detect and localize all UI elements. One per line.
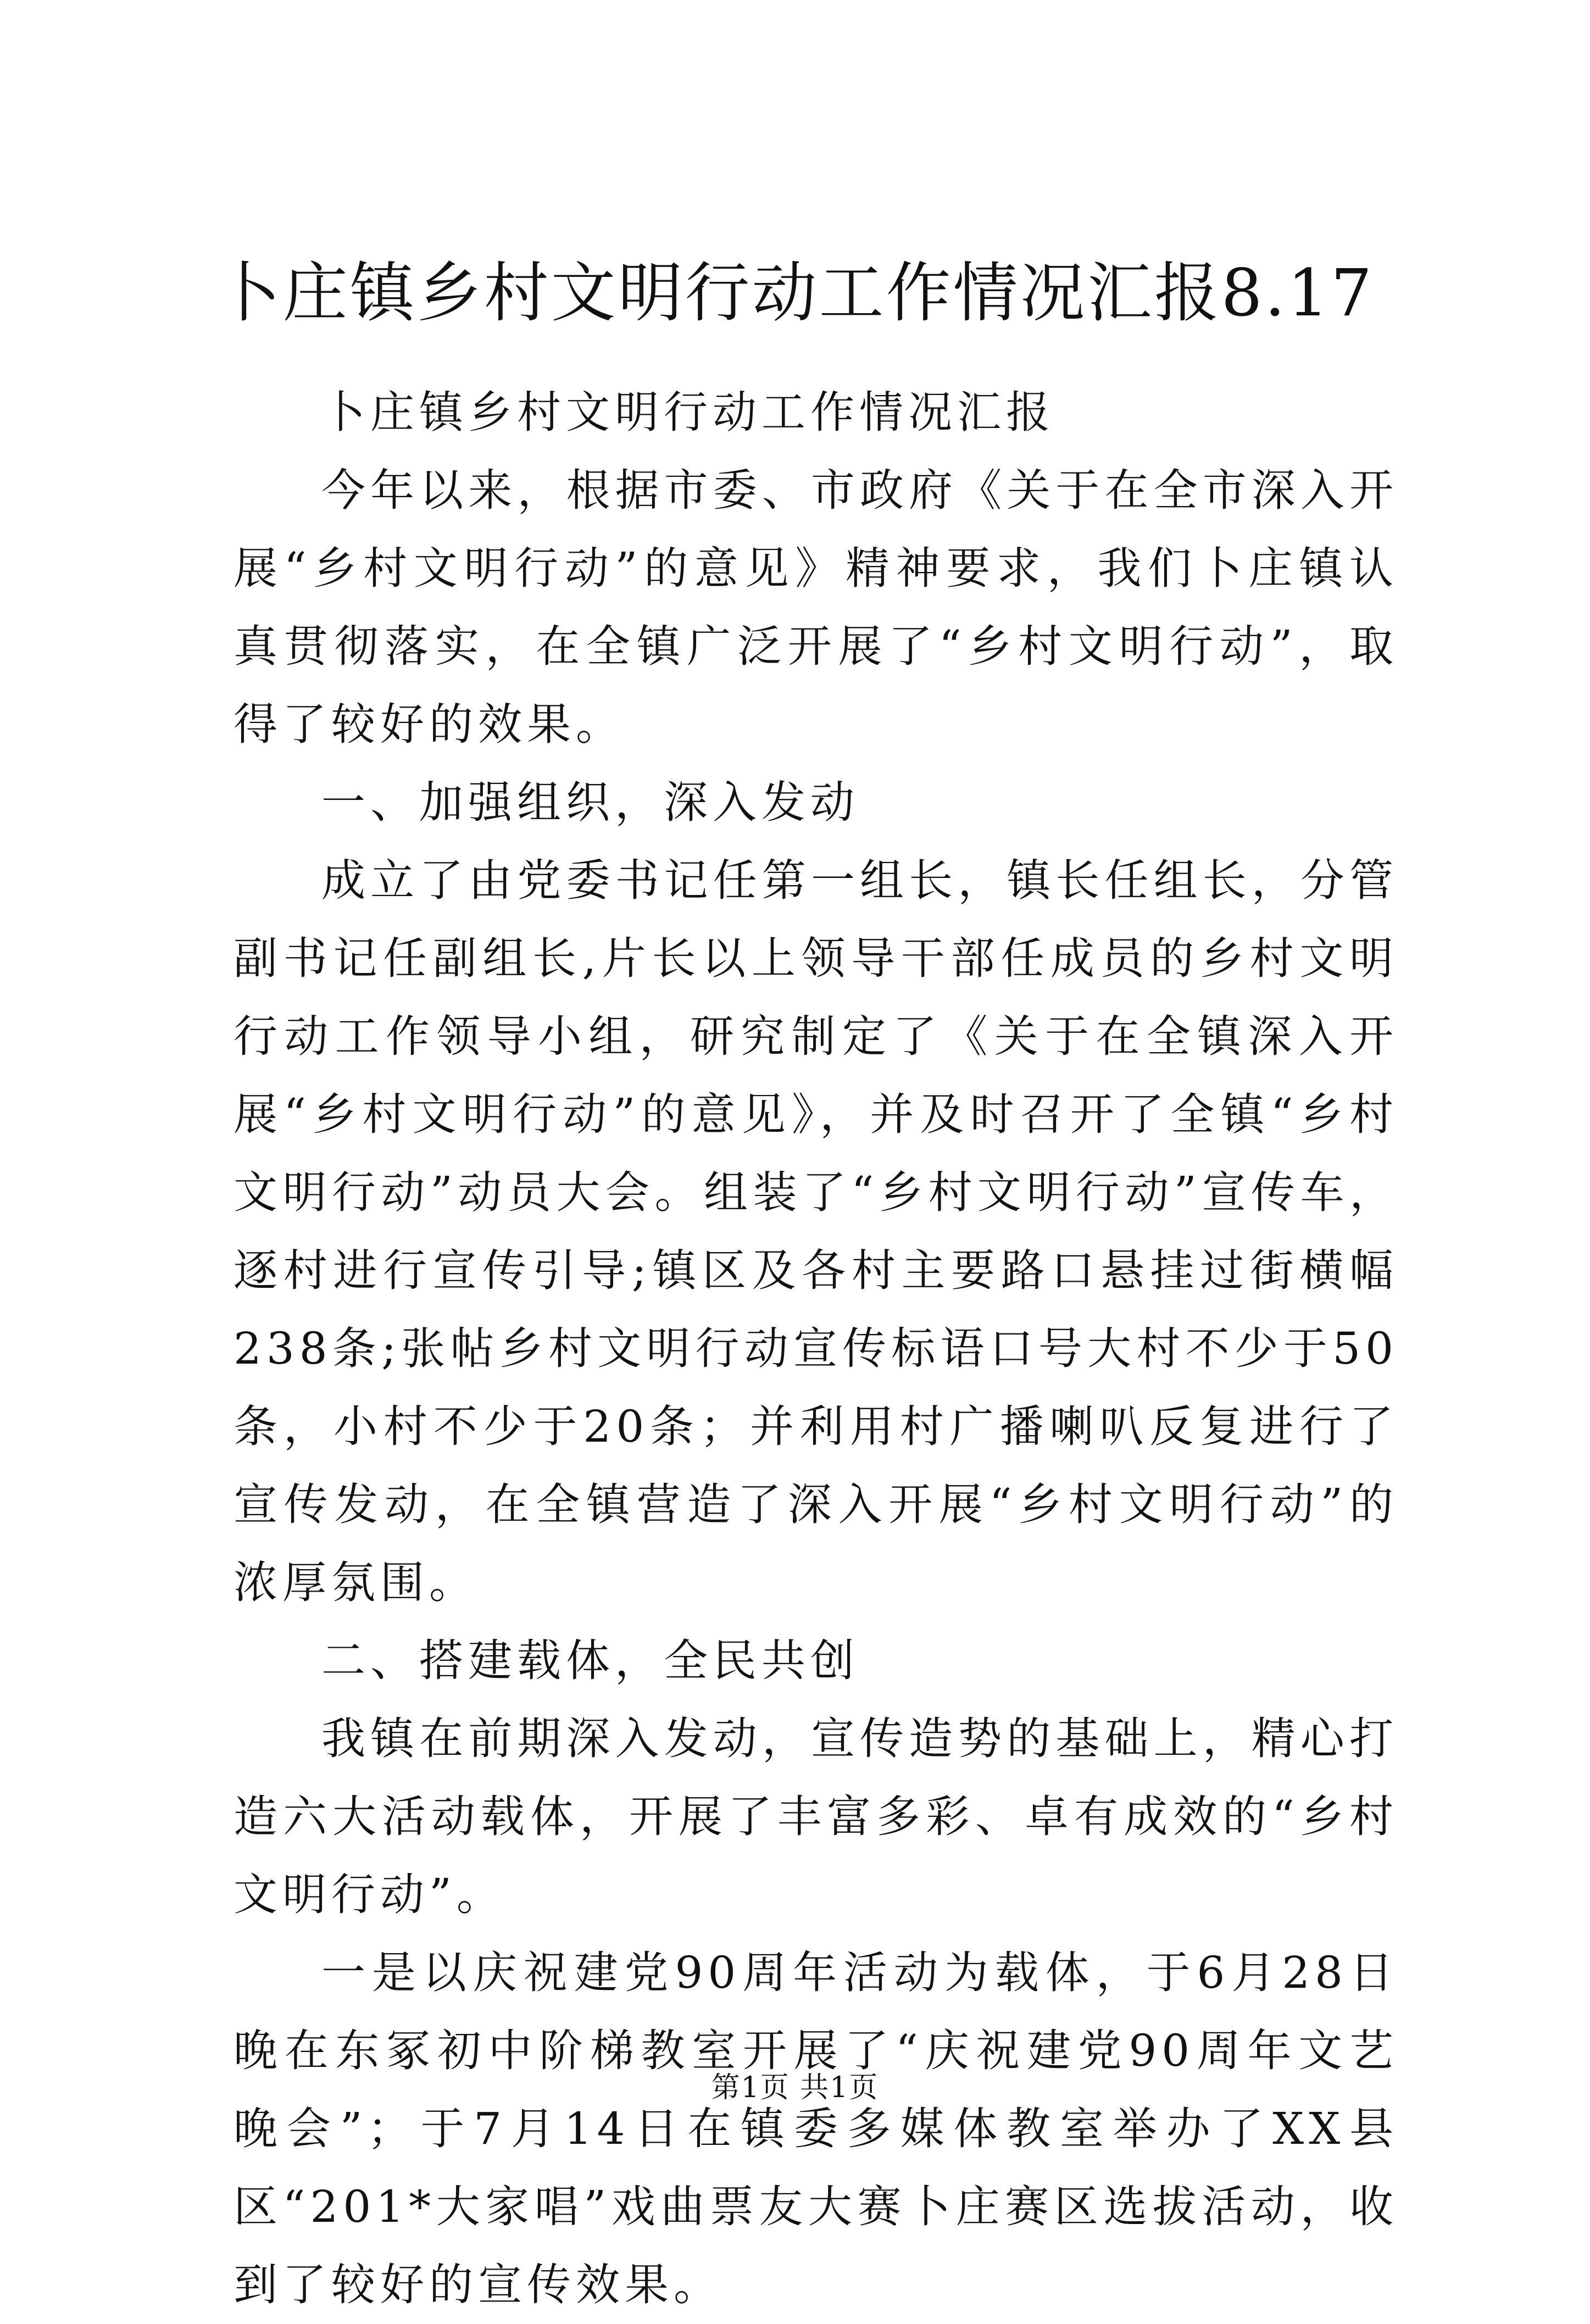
intro-paragraph: 今年以来，根据市委、市政府《关于在全市深入开展“乡村文明行动”的意见》精神要求，我们卜庄镇认真贯彻落实，在全镇广泛开展了“乡村文明行动”，取得了较好的效果。 [234,465,1398,750]
document-body [234,374,1398,2324]
section-2-item-paragraph: 一是以庆祝建党90周年活动为载体，于6月28日晚在东冢初中阶梯教室开展了“庆祝建党90周年文艺晚会”；于7月14日在镇委多媒体教室举办了XX县区“201*大家唱”戏曲票友大赛卜庄赛区选拔活动，收到了较好的宣传效果。 [234,1947,1398,2310]
section-2-intro-paragraph: 我镇在前期深入发动，宣传造势的基础上，精心打造六大活动载体，开展了丰富多彩、卓有成效的“乡村文明行动”。 [234,1713,1398,1920]
subtitle-paragraph: 卜庄镇乡村文明行动工作情况汇报 [321,387,1055,438]
section-heading-2: 二、搭建载体，全民共创 [321,1635,859,1686]
document-title: 卜庄镇乡村文明行动工作情况汇报8.17 [215,255,1375,331]
section-heading-1: 一、加强组织，深入发动 [321,777,859,828]
section-1-paragraph: 成立了由党委书记任第一组长，镇长任组长，分管副书记任副组长,片长以上领导干部任成员的乡村文明行动工作领导小组，研究制定了《关于在全镇深入开展“乡村文明行动”的意见》，并及时召开了全镇“乡村文明行动”动员大会。组装了“乡村文明行动”宣传车，逐村进行宣传引导;镇区及各村主要路口悬挂过街横幅238条;张帖乡村文明行动宣传标语口号大村不少于50条，小村不少于20条；并利用村广播喇叭反复进行了宣传发动，在全镇营造了深入开展“乡村文明行动”的浓厚氛围。 [234,855,1398,1608]
page-footer: 第1页 共1页 [711,2071,879,2104]
